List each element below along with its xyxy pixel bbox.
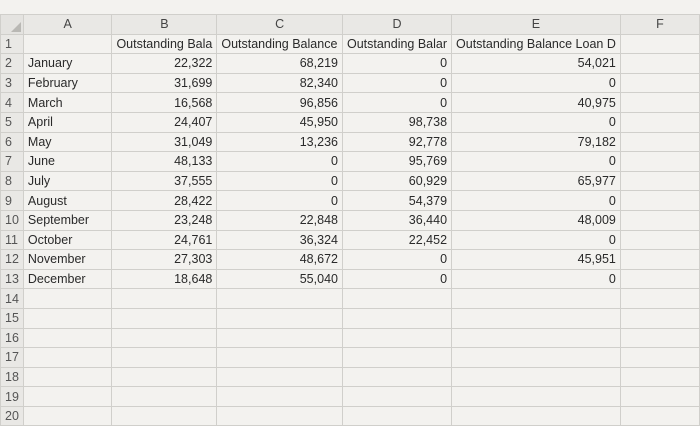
cell-b2[interactable]: 22,322 xyxy=(112,54,217,74)
cell-a2[interactable]: January xyxy=(23,54,112,74)
cell-a15[interactable] xyxy=(23,308,112,328)
cell-f18[interactable] xyxy=(620,367,699,387)
cell-f1[interactable] xyxy=(620,34,699,54)
sheet-row-11 xyxy=(1,230,700,250)
sheet-row-13 xyxy=(1,269,700,289)
row-header[interactable]: 19 xyxy=(1,387,24,407)
cell-d3[interactable]: 0 xyxy=(342,73,451,93)
cell-c6[interactable]: 13,236 xyxy=(217,132,343,152)
cell-e2[interactable]: 54,021 xyxy=(452,54,621,74)
cell-d19[interactable] xyxy=(342,387,451,407)
row-header[interactable]: 10 xyxy=(1,210,24,230)
cell-a7[interactable]: June xyxy=(23,152,112,172)
row-header[interactable]: 12 xyxy=(1,250,24,270)
cell-d20[interactable] xyxy=(342,406,451,426)
cell-f6[interactable] xyxy=(620,132,699,152)
cell-d18[interactable] xyxy=(342,367,451,387)
cell-b12[interactable]: 27,303 xyxy=(112,250,217,270)
cell-a13[interactable]: December xyxy=(23,269,112,289)
cell-f9[interactable] xyxy=(620,191,699,211)
cell-b16[interactable] xyxy=(112,328,217,348)
cell-d17[interactable] xyxy=(342,348,451,368)
cell-e8[interactable]: 65,977 xyxy=(452,171,621,191)
cell-a20[interactable] xyxy=(23,406,112,426)
cell-c15[interactable] xyxy=(217,308,343,328)
cell-a18[interactable] xyxy=(23,367,112,387)
cell-f12[interactable] xyxy=(620,250,699,270)
cell-b11[interactable]: 24,761 xyxy=(112,230,217,250)
cell-c17[interactable] xyxy=(217,348,343,368)
cell-b5[interactable]: 24,407 xyxy=(112,112,217,132)
cell-b3[interactable]: 31,699 xyxy=(112,73,217,93)
cell-e4[interactable]: 40,975 xyxy=(452,93,621,113)
row-header[interactable]: 3 xyxy=(1,73,24,93)
cell-b15[interactable] xyxy=(112,308,217,328)
sheet-row-8 xyxy=(1,171,700,191)
sheet-row-10 xyxy=(1,210,700,230)
cell-a9[interactable]: August xyxy=(23,191,112,211)
cell-c9[interactable]: 0 xyxy=(217,191,343,211)
cell-d10[interactable]: 36,440 xyxy=(342,210,451,230)
cell-b7[interactable]: 48,133 xyxy=(112,152,217,172)
cell-f5[interactable] xyxy=(620,112,699,132)
cell-b13[interactable]: 18,648 xyxy=(112,269,217,289)
cell-f8[interactable] xyxy=(620,171,699,191)
sheet-row-12 xyxy=(1,250,700,270)
cell-d11[interactable]: 22,452 xyxy=(342,230,451,250)
sheet-row-2 xyxy=(1,54,700,74)
cell-c11[interactable]: 36,324 xyxy=(217,230,343,250)
column-header-row xyxy=(1,15,700,35)
cell-a10[interactable]: September xyxy=(23,210,112,230)
cell-e11[interactable]: 0 xyxy=(452,230,621,250)
cell-f13[interactable] xyxy=(620,269,699,289)
cell-f17[interactable] xyxy=(620,348,699,368)
cell-a12[interactable]: November xyxy=(23,250,112,270)
cell-c18[interactable] xyxy=(217,367,343,387)
cell-f2[interactable] xyxy=(620,54,699,74)
sheet-row-3 xyxy=(1,73,700,93)
column-header-a[interactable]: A xyxy=(23,15,112,35)
cell-b10[interactable]: 23,248 xyxy=(112,210,217,230)
sheet-row-1 xyxy=(1,34,700,54)
cell-a11[interactable]: October xyxy=(23,230,112,250)
cell-e10[interactable]: 48,009 xyxy=(452,210,621,230)
cell-d12[interactable]: 0 xyxy=(342,250,451,270)
cell-c3[interactable]: 82,340 xyxy=(217,73,343,93)
row-header[interactable]: 13 xyxy=(1,269,24,289)
row-header[interactable]: 5 xyxy=(1,112,24,132)
row-header[interactable]: 9 xyxy=(1,191,24,211)
cell-a14[interactable] xyxy=(23,289,112,309)
row-header[interactable]: 8 xyxy=(1,171,24,191)
column-header-e[interactable]: E xyxy=(452,15,621,35)
cell-a3[interactable]: February xyxy=(23,73,112,93)
cell-e17[interactable] xyxy=(452,348,621,368)
cell-e16[interactable] xyxy=(452,328,621,348)
cell-f3[interactable] xyxy=(620,73,699,93)
cell-e20[interactable] xyxy=(452,406,621,426)
cell-b4[interactable]: 16,568 xyxy=(112,93,217,113)
sheet-row-5 xyxy=(1,112,700,132)
row-header[interactable]: 20 xyxy=(1,406,24,426)
column-header-c[interactable]: C xyxy=(217,15,343,35)
cell-b14[interactable] xyxy=(112,289,217,309)
cell-a16[interactable] xyxy=(23,328,112,348)
cell-d9[interactable]: 54,379 xyxy=(342,191,451,211)
cell-e9[interactable]: 0 xyxy=(452,191,621,211)
cell-f7[interactable] xyxy=(620,152,699,172)
sheet-row-4 xyxy=(1,93,700,113)
cell-d14[interactable] xyxy=(342,289,451,309)
cell-e12[interactable]: 45,951 xyxy=(452,250,621,270)
cell-b19[interactable] xyxy=(112,387,217,407)
row-header[interactable]: 6 xyxy=(1,132,24,152)
cell-c4[interactable]: 96,856 xyxy=(217,93,343,113)
row-header[interactable]: 18 xyxy=(1,367,24,387)
cell-c20[interactable] xyxy=(217,406,343,426)
cell-f10[interactable] xyxy=(620,210,699,230)
cell-f4[interactable] xyxy=(620,93,699,113)
row-header[interactable]: 1 xyxy=(1,34,24,54)
select-all-corner[interactable] xyxy=(1,15,24,35)
cell-c8[interactable]: 0 xyxy=(217,171,343,191)
cell-e5[interactable]: 0 xyxy=(452,112,621,132)
row-header[interactable]: 7 xyxy=(1,152,24,172)
cell-a6[interactable]: May xyxy=(23,132,112,152)
cell-d2[interactable]: 0 xyxy=(342,54,451,74)
row-header[interactable]: 11 xyxy=(1,230,24,250)
cell-b20[interactable] xyxy=(112,406,217,426)
column-header-b[interactable]: B xyxy=(112,15,217,35)
cell-e15[interactable] xyxy=(452,308,621,328)
cell-c14[interactable] xyxy=(217,289,343,309)
cell-c2[interactable]: 68,219 xyxy=(217,54,343,74)
cell-e6[interactable]: 79,182 xyxy=(452,132,621,152)
cell-d4[interactable]: 0 xyxy=(342,93,451,113)
cell-a5[interactable]: April xyxy=(23,112,112,132)
sheet-row-7 xyxy=(1,152,700,172)
cell-e13[interactable]: 0 xyxy=(452,269,621,289)
sheet-row-6 xyxy=(1,132,700,152)
cell-d13[interactable]: 0 xyxy=(342,269,451,289)
cell-e1[interactable]: Outstanding Balance Loan D xyxy=(452,34,621,54)
cell-a19[interactable] xyxy=(23,387,112,407)
cell-c16[interactable] xyxy=(217,328,343,348)
cell-a1[interactable] xyxy=(23,34,112,54)
sheet-row-9 xyxy=(1,191,700,211)
cell-f20[interactable] xyxy=(620,406,699,426)
column-header-f[interactable]: F xyxy=(620,15,699,35)
cell-b17[interactable] xyxy=(112,348,217,368)
cell-b8[interactable]: 37,555 xyxy=(112,171,217,191)
cell-b1[interactable]: Outstanding Bala xyxy=(112,34,217,54)
row-header[interactable]: 17 xyxy=(1,348,24,368)
cell-e3[interactable]: 0 xyxy=(452,73,621,93)
spreadsheet-grid xyxy=(0,14,700,426)
cell-d1[interactable]: Outstanding Balar xyxy=(342,34,451,54)
column-header-d[interactable]: D xyxy=(342,15,451,35)
cell-d16[interactable] xyxy=(342,328,451,348)
cell-d6[interactable]: 92,778 xyxy=(342,132,451,152)
cell-f14[interactable] xyxy=(620,289,699,309)
sheet-row-14 xyxy=(1,289,700,309)
cell-c5[interactable]: 45,950 xyxy=(217,112,343,132)
cell-c13[interactable]: 55,040 xyxy=(217,269,343,289)
cell-b18[interactable] xyxy=(112,367,217,387)
cell-f19[interactable] xyxy=(620,387,699,407)
cell-c7[interactable]: 0 xyxy=(217,152,343,172)
sheet-row-16 xyxy=(1,328,700,348)
cell-a4[interactable]: March xyxy=(23,93,112,113)
cell-b9[interactable]: 28,422 xyxy=(112,191,217,211)
cell-d8[interactable]: 60,929 xyxy=(342,171,451,191)
cell-b6[interactable]: 31,049 xyxy=(112,132,217,152)
cell-c12[interactable]: 48,672 xyxy=(217,250,343,270)
cell-f16[interactable] xyxy=(620,328,699,348)
cell-d7[interactable]: 95,769 xyxy=(342,152,451,172)
sheet-row-15 xyxy=(1,308,700,328)
row-header[interactable]: 15 xyxy=(1,308,24,328)
top-strip xyxy=(0,0,700,14)
cell-e7[interactable]: 0 xyxy=(452,152,621,172)
sheet-row-17 xyxy=(1,348,700,368)
cell-a17[interactable] xyxy=(23,348,112,368)
row-header[interactable]: 14 xyxy=(1,289,24,309)
cell-d15[interactable] xyxy=(342,308,451,328)
row-header[interactable]: 4 xyxy=(1,93,24,113)
sheet-row-20 xyxy=(1,406,700,426)
cell-c19[interactable] xyxy=(217,387,343,407)
cell-a8[interactable]: July xyxy=(23,171,112,191)
cell-c1[interactable]: Outstanding Balance xyxy=(217,34,343,54)
cell-e14[interactable] xyxy=(452,289,621,309)
cell-d5[interactable]: 98,738 xyxy=(342,112,451,132)
sheet-row-19 xyxy=(1,387,700,407)
cell-f15[interactable] xyxy=(620,308,699,328)
row-header[interactable]: 16 xyxy=(1,328,24,348)
cell-e19[interactable] xyxy=(452,387,621,407)
sheet-row-18 xyxy=(1,367,700,387)
cell-e18[interactable] xyxy=(452,367,621,387)
cell-f11[interactable] xyxy=(620,230,699,250)
cell-c10[interactable]: 22,848 xyxy=(217,210,343,230)
row-header[interactable]: 2 xyxy=(1,54,24,74)
